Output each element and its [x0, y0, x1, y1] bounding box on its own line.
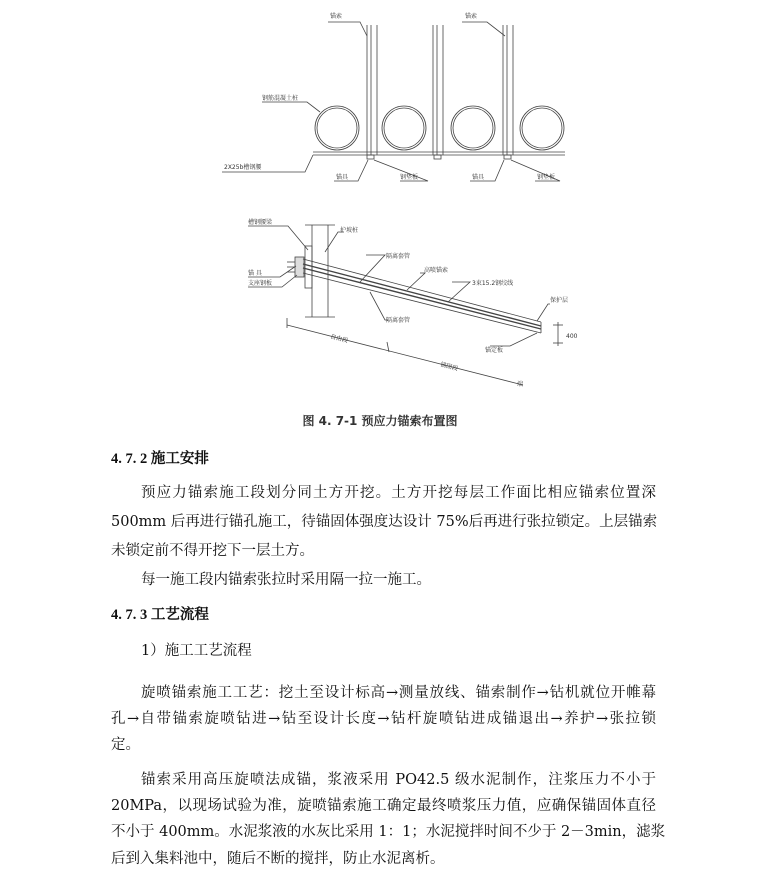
- paragraph-line: 500mm 后再进行锚孔施工，待锚固体强度达设计 75%后再进行张拉锁定。上层锚索: [111, 514, 658, 530]
- section-label-anchorage: 锚 具: [248, 270, 262, 277]
- paragraph-line: 每一施工段内锚索张拉时采用隔一拉一施工。: [141, 572, 431, 588]
- paragraph-line: 孔→自带锚索旋喷钻进→钻至设计长度→钻杆旋喷钻进成锚退出→养护→张拉锁: [111, 711, 656, 727]
- plan-label-waling: 2X25b槽钢腰: [224, 164, 262, 171]
- section-label-sleeve: 隔离套管: [386, 253, 411, 260]
- section-label-anchor-plate: 锚定板: [485, 347, 504, 354]
- heading-4-7-3: 4. 7. 3 工艺流程: [111, 607, 209, 623]
- paragraph-line: 20MPa，以现场试验为准，旋喷锚索施工确定最终喷浆压力值，应确保锚固体直径: [111, 798, 656, 814]
- paragraph-line: 预应力锚索施工段划分同土方开挖。土方开挖每层工作面比相应锚索位置深: [141, 485, 656, 501]
- section-label-waling-beam: 槽钢腰梁: [248, 219, 273, 226]
- section-label-free-length: 自由段: [329, 333, 349, 345]
- paragraph-line: 定。: [111, 737, 140, 753]
- section-view: [248, 218, 578, 388]
- plan-label-anchorage: 锚具: [472, 174, 485, 181]
- section-label-sleeve: 隔离套管: [386, 317, 411, 324]
- plan-label-anchorage: 锚具: [336, 174, 349, 181]
- plan-label-anchor-cable: 锚索: [330, 13, 343, 20]
- section-dimension-400: 400: [566, 333, 578, 340]
- section-label-jet-anchor: 高喷锚索: [424, 267, 449, 274]
- paragraph-line: 未锁定前不得开挖下一层土方。: [111, 543, 314, 559]
- section-label-support-plate: 支座钢板: [248, 280, 273, 287]
- paragraph-line: 锚索采用高压旋喷法成锚，浆液采用 PO42.5 级水泥制作，注浆压力不小于: [141, 772, 656, 788]
- section-label-strands: 3束15.2钢绞线: [472, 280, 514, 287]
- plan-label-steel-plate: 钢垫板: [400, 174, 419, 181]
- plan-label-anchor-cable: 锚索: [465, 13, 478, 20]
- section-label-protection: 保护层: [550, 297, 569, 304]
- plan-label-pile: 钢筋混凝土桩: [262, 95, 299, 102]
- figure-caption: 图 4. 7-1 预应力锚索布置图: [302, 414, 458, 428]
- section-dimension-end: 端: [517, 381, 524, 388]
- plan-label-steel-plate: 钢垫板: [537, 174, 556, 181]
- section-label-retaining-pile: 护坡桩: [340, 227, 359, 234]
- heading-4-7-2: 4. 7. 2 施工安排: [111, 451, 209, 467]
- paragraph-line: 后到入集料池中，随后不断的搅拌，防止水泥离析。: [111, 851, 445, 867]
- subheading: 1）施工工艺流程: [141, 643, 252, 659]
- paragraph-line: 不小于 400mm。水泥浆液的水灰比采用 1：1；水泥搅拌时间不少于 2－3min，滤浆: [111, 824, 666, 840]
- anchor-layout-drawing: [0, 0, 760, 410]
- paragraph-line: 旋喷锚索施工工艺：挖土至设计标高→测量放线、锚索制作→钻机就位开帷幕: [141, 685, 656, 701]
- section-label-anchor-length: 锚固段: [439, 361, 459, 373]
- plan-view: [222, 12, 565, 181]
